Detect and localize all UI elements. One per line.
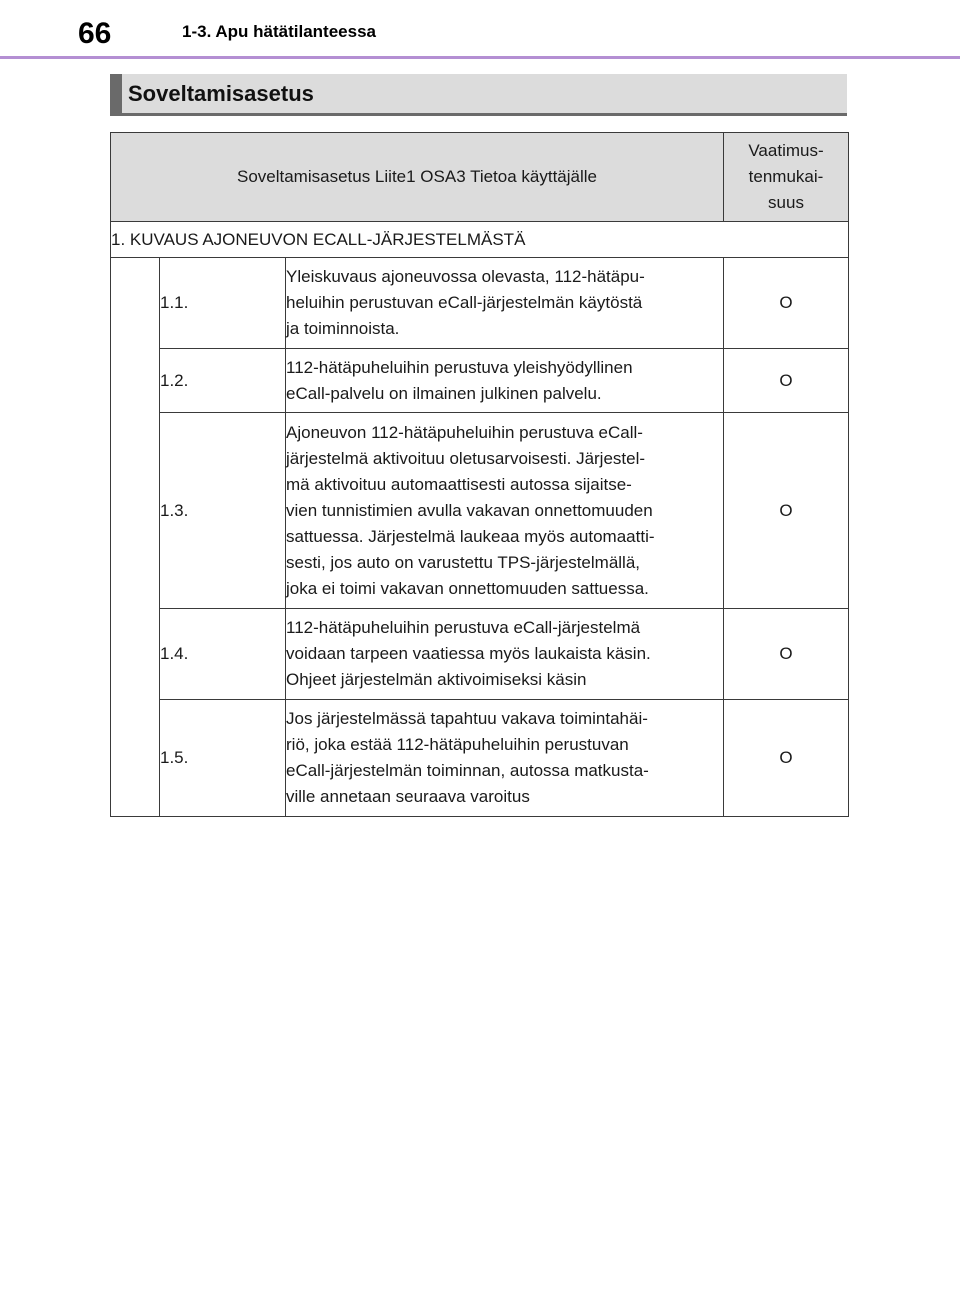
row-number: 1.1. xyxy=(160,258,286,349)
row-number: 1.4. xyxy=(160,609,286,700)
desc-line: 112-hätäpuheluihin perustuva eCall-järjestelmä xyxy=(286,618,641,637)
desc-line: riö, joka estää 112-hätäpuheluihin perustuvan xyxy=(286,735,629,754)
row-description xyxy=(286,413,724,609)
row-conformity: O xyxy=(724,349,849,413)
desc-line: Ajoneuvon 112-hätäpuheluihin perustuva eCall- xyxy=(286,422,643,442)
page-number: 66 xyxy=(78,17,112,50)
desc-line: joka ei toimi vakavan onnettomuuden sattuessa. xyxy=(286,578,649,598)
row-description xyxy=(286,700,724,817)
section-row-label: 1. KUVAUS AJONEUVON ECALL-JÄRJESTELMÄSTÄ xyxy=(111,222,849,258)
desc-line: vien tunnistimien avulla vakavan onnettomuuden xyxy=(286,500,653,520)
table-header-row xyxy=(111,133,849,222)
desc-line: eCall-järjestelmän toiminnan, autossa matkusta- xyxy=(286,761,649,780)
desc-line: Ohjeet järjestelmän aktivoimiseksi käsin xyxy=(286,670,587,689)
table-section-row xyxy=(111,222,849,258)
conformity-line-1: Vaatimus- xyxy=(748,141,824,160)
regulation-table xyxy=(110,132,849,817)
table-row xyxy=(111,609,849,700)
row-conformity: O xyxy=(724,258,849,349)
desc-line: sesti, jos auto on varustettu TPS-järjestelmällä, xyxy=(286,552,641,572)
row-description xyxy=(286,258,724,349)
desc-line: Jos järjestelmässä tapahtuu vakava toimintahäi- xyxy=(286,709,648,728)
row-conformity: O xyxy=(724,700,849,817)
table-row xyxy=(111,413,849,609)
table-row xyxy=(111,700,849,817)
row-conformity: O xyxy=(724,413,849,609)
desc-line: sattuessa. Järjestelmä laukeaa myös automaatti- xyxy=(286,526,655,546)
table-header-regulation: Soveltamisasetus Liite1 OSA3 Tietoa käyttäjälle xyxy=(111,133,724,222)
row-description xyxy=(286,609,724,700)
desc-line: eCall-palvelu on ilmainen julkinen palvelu. xyxy=(286,383,602,403)
desc-line: heluihin perustuvan eCall-järjestelmän käytöstä xyxy=(286,293,643,312)
row-conformity: O xyxy=(724,609,849,700)
desc-line: 112-hätäpuheluihin perustuva yleishyödyllinen xyxy=(286,357,633,377)
indent-cell xyxy=(111,258,160,817)
desc-line: mä aktivoituu automaattisesti autossa sijaitse- xyxy=(286,474,632,494)
section-heading-text: Soveltamisasetus xyxy=(128,81,314,106)
conformity-line-2: tenmukai- xyxy=(748,167,824,186)
row-description xyxy=(286,349,724,413)
desc-line: ja toiminnoista. xyxy=(286,319,400,338)
table-row xyxy=(111,349,849,413)
desc-line: ville annetaan seuraava varoitus xyxy=(286,787,530,806)
desc-line: Yleiskuvaus ajoneuvossa olevasta, 112-hätäpu- xyxy=(286,267,645,286)
row-number: 1.5. xyxy=(160,700,286,817)
header-rule xyxy=(0,56,960,59)
desc-line: järjestelmä aktivoituu oletusarvoisesti. Järjestel- xyxy=(286,448,646,468)
conformity-line-3: suus xyxy=(768,193,804,212)
desc-line: voidaan tarpeen vaatiessa myös laukaista käsin. xyxy=(286,644,651,663)
table-header-conformity xyxy=(724,133,849,222)
row-number: 1.3. xyxy=(160,413,286,609)
section-heading xyxy=(110,74,847,116)
table-row xyxy=(111,258,849,349)
row-number: 1.2. xyxy=(160,349,286,413)
chapter-title: 1-3. Apu hätätilanteessa xyxy=(182,22,376,41)
